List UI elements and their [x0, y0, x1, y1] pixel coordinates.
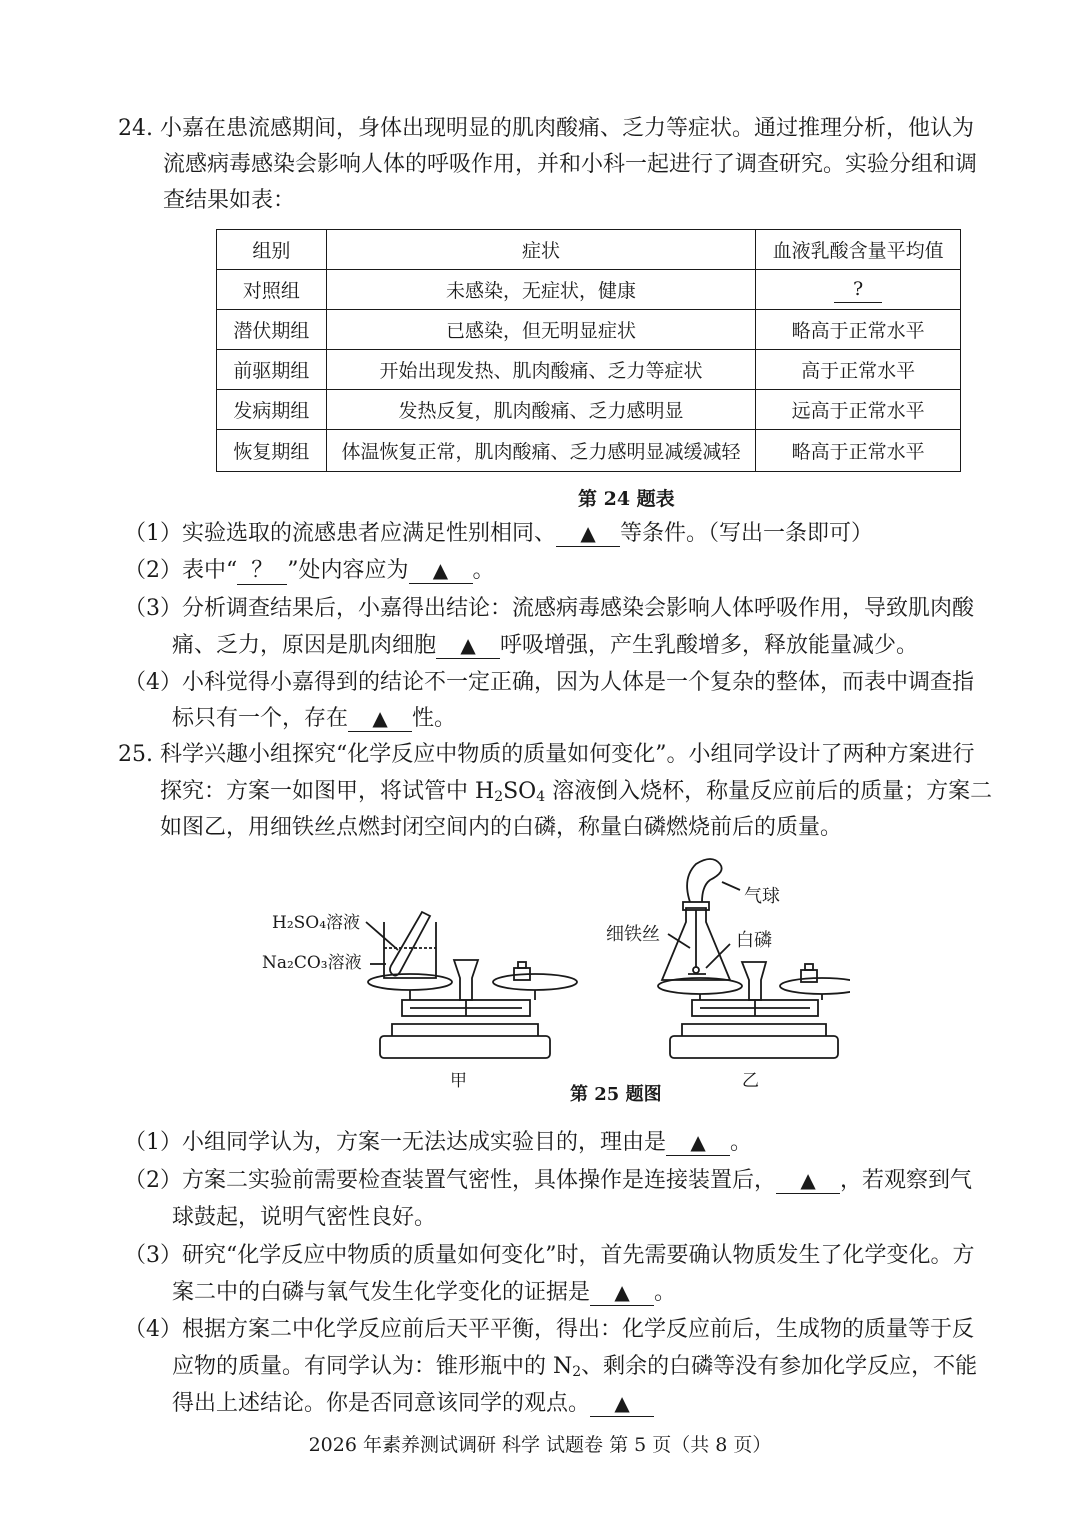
table-cell: 对照组 [217, 270, 327, 310]
q24-intro-line-1 [118, 114, 974, 144]
q24-intro-line-2: 流感病毒感染会影响人体的呼吸作用，并和小科一起进行了调查研究。实验分组和调 [163, 152, 978, 177]
q25-sub3-line-1 [124, 1241, 975, 1271]
q25-intro-line-1 [118, 740, 975, 770]
subscript: 4 [536, 789, 546, 805]
answer-blank[interactable]: ▲ [666, 1129, 730, 1156]
label-jia: 甲 [450, 1071, 467, 1091]
label-white-phosphorus: 白磷 [736, 930, 772, 951]
balance-jia [366, 912, 577, 1058]
sub-label: （3） [124, 1243, 182, 1268]
sub-text: 应物的质量。有同学认为：锥形瓶中的 N [172, 1354, 573, 1379]
question-mark-blank: ？ [237, 558, 287, 585]
q24-sub4-line-2 [172, 704, 456, 734]
subscript: 2 [494, 789, 504, 805]
q24-intro-text-1: 小嘉在患流感期间，身体出现明显的肌肉酸痛、乏力等症状。通过推理分析，他认为 [160, 116, 975, 141]
q24-survey-table [216, 229, 961, 472]
subscript: 2 [572, 1364, 582, 1380]
table-cell: 远高于正常水平 [756, 390, 961, 430]
table-header-row [217, 230, 961, 270]
q25-intro-text-1: 科学兴趣小组探究“化学反应中物质的质量如何变化”。小组同学设计了两种方案进行 [160, 742, 975, 767]
sub-text: 案二中的白磷与氧气发生化学变化的证据是 [172, 1280, 591, 1305]
sub-text: 痛、乏力，原因是肌肉细胞 [172, 633, 437, 658]
q24-sub1 [124, 519, 873, 549]
q24-intro-line-3: 查结果如表： [163, 188, 296, 213]
answer-blank[interactable]: ▲ [348, 705, 412, 732]
sub-text: 研究“化学反应中物质的质量如何变化”时，首先需要确认物质发生了化学变化。方 [182, 1243, 975, 1268]
sub-text: 标只有一个，存在 [172, 706, 349, 731]
sub-label: （1） [124, 1130, 182, 1155]
sub-text: 。 [472, 558, 495, 583]
sub-text: 性。 [412, 706, 457, 731]
sub-text: 小组同学认为，方案一无法达成实验目的，理由是 [182, 1130, 667, 1155]
answer-blank[interactable]: ▲ [556, 520, 620, 547]
q25-sub4-line-2 [172, 1352, 977, 1387]
table-row [217, 270, 961, 310]
sub-text: 表中“ [182, 558, 238, 583]
table-cell: 潜伏期组 [217, 310, 327, 350]
q25-intro-line-3: 如图乙，用细铁丝点燃封闭空间内的白磷，称量白磷燃烧前后的质量。 [160, 815, 843, 840]
table-cell: 略高于正常水平 [756, 310, 961, 350]
q25-sub2-line-1 [124, 1166, 972, 1196]
q24-table-caption: 第 24 题表 [578, 488, 675, 510]
answer-blank[interactable]: ▲ [590, 1390, 654, 1417]
table-cell: 开始出现发热、肌肉酸痛、乏力等症状 [326, 350, 755, 390]
q25-figure [250, 850, 850, 1110]
table-cell: 已感染，但无明显症状 [326, 310, 755, 350]
sub-label: （1） [124, 521, 182, 546]
sub-text: 呼吸增强，产生乳酸增多，释放能量减少。 [500, 633, 919, 658]
label-balloon: 气球 [744, 886, 780, 907]
sub-text: 等条件。（写出一条即可） [620, 521, 874, 546]
q25-figure-caption: 第 25 题图 [570, 1084, 662, 1105]
q25-text: 探究：方案一如图甲，将试管中 H [160, 779, 495, 804]
sub-text: 。 [654, 1280, 677, 1305]
sub-text: 实验选取的流感患者应满足性别相同、 [182, 521, 557, 546]
answer-blank[interactable]: ▲ [409, 557, 473, 584]
table-row [217, 430, 961, 472]
table-row [217, 350, 961, 390]
answer-blank[interactable]: ▲ [436, 632, 500, 659]
table-cell: 恢复期组 [217, 430, 327, 472]
table-cell: 发热反复，肌肉酸痛、乏力感明显 [326, 390, 755, 430]
table-cell-blank [756, 270, 961, 310]
table-cell: 高于正常水平 [756, 350, 961, 390]
table-cell: 未感染，无症状，健康 [326, 270, 755, 310]
q24-number: 24. [118, 116, 153, 141]
sub-label: （4） [124, 1317, 182, 1342]
table-cell: 前驱期组 [217, 350, 327, 390]
q24-sub3-line-1 [124, 594, 974, 624]
sub-text: 。 [730, 1130, 753, 1155]
question-mark-blank: ? [834, 276, 882, 303]
sub-text: 、剩余的白磷等没有参加化学反应，不能 [581, 1354, 978, 1379]
sub-label: （2） [124, 1168, 182, 1193]
table-header-cell: 组别 [217, 230, 327, 270]
sub-text: 得出上述结论。你是否同意该同学的观点。 [172, 1391, 591, 1416]
q25-text: 溶液倒入烧杯，称量反应前后的质量；方案二 [545, 779, 993, 804]
table-cell: 略高于正常水平 [756, 430, 961, 472]
table-cell: 体温恢复正常，肌肉酸痛、乏力感明显减缓减轻 [326, 430, 755, 472]
answer-blank[interactable]: ▲ [590, 1279, 654, 1306]
label-iron-wire: 细铁丝 [606, 924, 660, 945]
sub-label: （2） [124, 558, 182, 583]
table-row [217, 310, 961, 350]
table-header-cell: 血液乳酸含量平均值 [756, 230, 961, 270]
sub-text: 分析调查结果后，小嘉得出结论：流感病毒感染会影响人体呼吸作用，导致肌肉酸 [182, 596, 975, 621]
label-h2so4: H₂SO₄溶液 [272, 913, 361, 933]
q25-sub4-line-3 [172, 1389, 654, 1419]
q25-sub1 [124, 1128, 752, 1158]
sub-text: ，若观察到气 [840, 1168, 973, 1193]
q24-sub4-line-1 [124, 668, 974, 698]
q25-intro-line-2 [160, 777, 992, 812]
page-footer: 2026 年素养测试调研 科学 试题卷 第 5 页（共 8 页） [308, 1434, 772, 1456]
answer-blank[interactable]: ▲ [776, 1167, 840, 1194]
sub-text: ”处内容应为 [287, 558, 409, 583]
q25-sub4-line-1 [124, 1315, 974, 1345]
sub-label: （3） [124, 596, 182, 621]
sub-text: 小科觉得小嘉得到的结论不一定正确，因为人体是一个复杂的整体，而表中调查指 [182, 670, 975, 695]
q25-sub2-line-2: 球鼓起，说明气密性良好。 [172, 1205, 437, 1230]
sub-label: （4） [124, 670, 182, 695]
table-cell: 发病期组 [217, 390, 327, 430]
sub-text: 方案二实验前需要检查装置气密性，具体操作是连接装置后， [182, 1168, 777, 1193]
table-row [217, 390, 961, 430]
q24-sub3-line-2 [172, 631, 918, 661]
q24-sub2 [124, 556, 495, 586]
sub-text: 根据方案二中化学反应前后天平平衡，得出：化学反应前后，生成物的质量等于反 [182, 1317, 975, 1342]
label-na2co3: Na₂CO₃溶液 [262, 953, 362, 973]
q25-sub3-line-2 [172, 1278, 676, 1308]
q25-number: 25. [118, 742, 153, 767]
table-header-cell: 症状 [326, 230, 755, 270]
label-yi: 乙 [742, 1071, 759, 1091]
q25-text: SO [503, 779, 537, 804]
